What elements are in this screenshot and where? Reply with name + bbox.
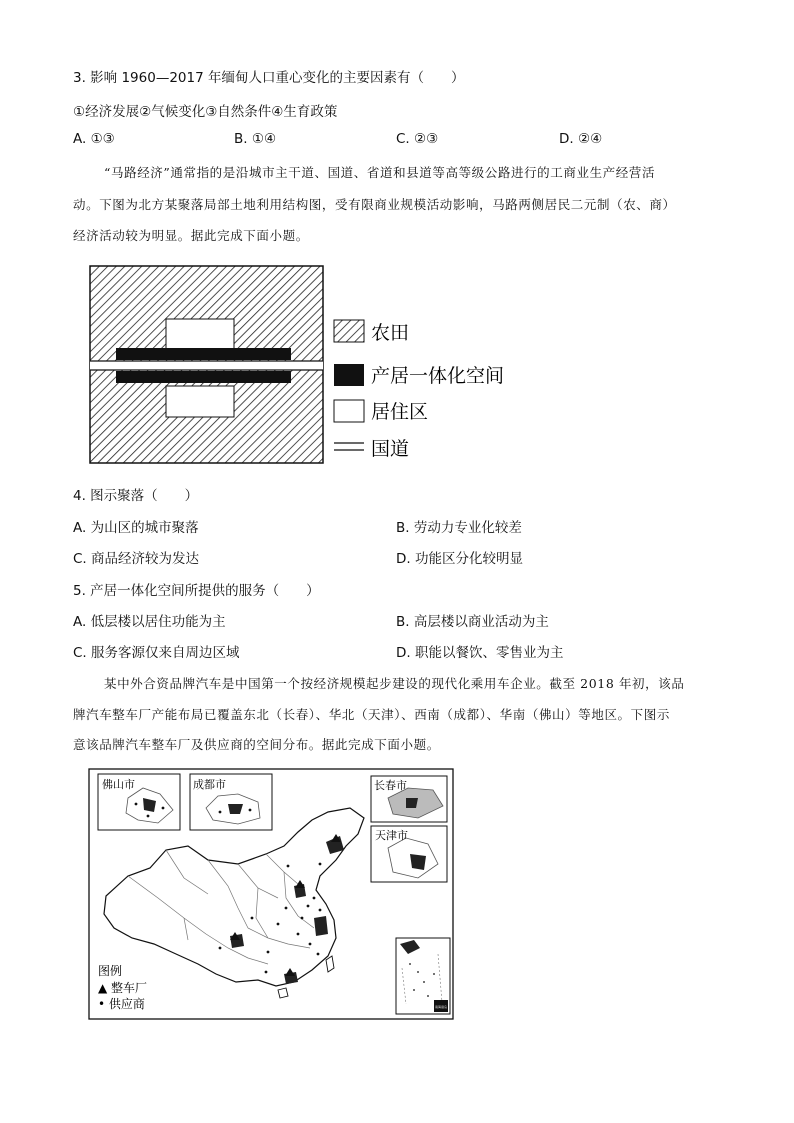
passage1-line-3: 经济活动较为明显。据此完成下面小题。 [73,228,309,243]
passage2-line-3: 意该品牌汽车整车厂及供应商的空间分布。据此完成下面小题。 [73,737,440,752]
passage2-line-2: 牌汽车整车厂产能布局已覆盖东北（长春）、华北（天津）、西南（成都）、华南（佛山）等地区。下图示 [73,707,670,722]
passage2-line-1: 某中外合资品牌汽车是中国第一个按经济规模起步建设的现代化乘用车企业。截至 2018 年初，该品 [104,676,685,691]
mixed-use-strip-south [116,371,291,383]
q5-option-a[interactable]: A. 低层楼以居住功能为主 [73,614,226,630]
inset-south-china-sea [396,938,450,1014]
inset-changchun-label: 长春市 [374,779,407,792]
legend-road-label: 国道 [371,438,410,460]
passage1-line-2: 动。下图为北方某聚落局部土地利用结构图，受有限商业规模活动影响，马路两侧居民二元制（农、商） [73,197,676,212]
legend-farmland-label: 农田 [371,322,410,344]
q5-stem: 5. 产居一体化空间所提供的服务（ ） [73,583,320,599]
inset-changchun [371,776,447,822]
q3-option-c[interactable]: C. ②③ [396,131,439,147]
inset-scs-label: 南海诸岛 [435,1005,448,1009]
china-map-figure [88,768,456,1022]
inset-foshan-label: 佛山市 [102,778,135,791]
q5-option-b[interactable]: B. 高层楼以商业活动为主 [396,614,549,630]
mixed-use-strip-north [116,348,291,360]
q4-option-b[interactable]: B. 劳动力专业化较差 [396,520,522,536]
q4-stem: 4. 图示聚落（ ） [73,488,199,504]
q3-option-b[interactable]: B. ①④ [234,131,277,147]
q4-option-a[interactable]: A. 为山区的城市聚落 [73,520,199,536]
residential-block-south [166,386,234,417]
q5-option-c[interactable]: C. 服务客源仅来自周边区域 [73,645,240,661]
q5-option-d[interactable]: D. 职能以餐饮、零售业为主 [396,645,564,661]
map-legend-plant: ▲ 整车厂 [98,981,148,995]
legend-farmland-swatch [334,320,364,342]
legend-residential-label: 居住区 [371,401,429,423]
passage1-line-1: “马路经济”通常指的是沿城市主干道、国道、省道和县道等高等级公路进行的工商业生产经营活 [104,165,656,180]
q3-stem: 3. 影响 1960—2017 年缅甸人口重心变化的主要因素有（ ） [73,70,465,86]
q3-option-a[interactable]: A. ①③ [73,131,115,147]
q3-factors: ①经济发展②气候变化③自然条件④生育政策 [73,104,338,120]
legend-mixed-label: 产居一体化空间 [371,365,505,387]
q4-option-d[interactable]: D. 功能区分化较明显 [396,551,523,567]
map-legend-title: 图例 [98,964,123,978]
inset-tianjin [371,826,447,882]
inset-chengdu-label: 成都市 [193,778,226,791]
inset-chengdu [190,774,272,830]
inset-tianjin-label: 天津市 [375,829,408,842]
inset-foshan [98,774,180,830]
map-legend-supplier: • 供应商 [98,997,145,1011]
legend-mixed-swatch [334,364,364,386]
q3-option-d[interactable]: D. ②④ [559,131,603,147]
land-use-figure [86,262,526,468]
residential-block-north [166,319,234,352]
q4-option-c[interactable]: C. 商品经济较为发达 [73,551,200,567]
national-road [90,361,323,370]
legend-residential-swatch [334,400,364,422]
